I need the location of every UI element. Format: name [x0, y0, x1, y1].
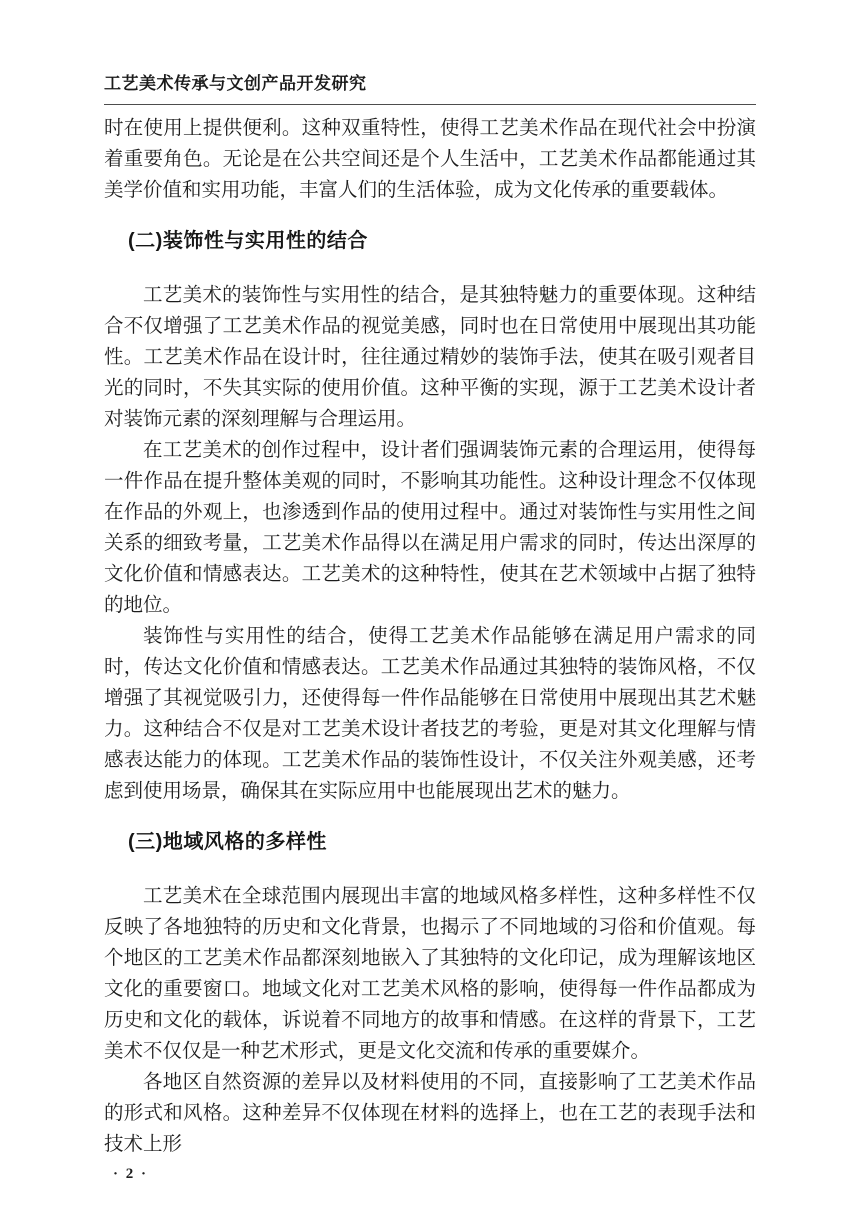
body-paragraph: 时在使用上提供便利。这种双重特性，使得工艺美术作品在现代社会中扮演着重要角色。无论是在公共空间还是个人生活中，工艺美术作品都能通过其美学价值和实用功能，丰富人们的生活体验，成为文化传承的重要载体。: [104, 118, 756, 201]
body-paragraph: 工艺美术的装饰性与实用性的结合，是其独特魅力的重要体现。这种结合不仅增强了工艺美术作品的视觉美感，同时也在日常使用中展现出其功能性。工艺美术作品在设计时，往往通过精妙的装饰手法，使其在吸引观者目光的同时，不失其实际的使用价值。这种平衡的实现，源于工艺美术设计者对装饰元素的深刻理解与合理运用。: [104, 285, 756, 430]
running-header: [104, 72, 756, 105]
section-heading-decoration-practicality: (二)装饰性与实用性的结合: [128, 230, 368, 252]
body-paragraph: 各地区自然资源的差异以及材料使用的不同，直接影响了工艺美术作品的形式和风格。这种差异不仅体现在材料的选择上，也在工艺的表现手法和技术上形: [104, 1072, 756, 1155]
section-heading-regional-diversity: (三)地域风格的多样性: [128, 831, 327, 853]
document-body: [104, 113, 756, 1160]
body-paragraph: 在工艺美术的创作过程中，设计者们强调装饰元素的合理运用，使得每一件作品在提升整体美观的同时，不影响其功能性。这种设计理念不仅体现在作品的外观上，也渗透到作品的使用过程中。通过对装饰性与实用性之间关系的细致考量，工艺美术作品得以在满足用户需求的同时，传达出深厚的文化价值和情感表达。工艺美术的这种特性，使其在艺术领域中占据了独特的地位。: [104, 440, 756, 616]
page-number: · 2 ·: [113, 1166, 149, 1182]
page-footer: [104, 1165, 756, 1184]
page-content: [104, 0, 756, 1184]
body-paragraph: 工艺美术在全球范围内展现出丰富的地域风格多样性，这种多样性不仅反映了各地独特的历史和文化背景，也揭示了不同地域的习俗和价值观。每个地区的工艺美术作品都深刻地嵌入了其独特的文化印记，成为理解该地区文化的重要窗口。地域文化对工艺美术风格的影响，使得每一件作品都成为历史和文化的载体，诉说着不同地方的故事和情感。在这样的背景下，工艺美术不仅仅是一种艺术形式，更是文化交流和传承的重要媒介。: [104, 886, 756, 1062]
running-header-title: 工艺美术传承与文创产品开发研究: [104, 74, 367, 93]
body-paragraph: 装饰性与实用性的结合，使得工艺美术作品能够在满足用户需求的同时，传达文化价值和情感表达。工艺美术作品通过其独特的装饰风格，不仅增强了其视觉吸引力，还使得每一件作品能够在日常使用中展现出其艺术魅力。这种结合不仅是对工艺美术设计者技艺的考验，更是对其文化理解与情感表达能力的体现。工艺美术作品的装饰性设计，不仅关注外观美感，还考虑到使用场景，确保其在实际应用中也能展现出艺术的魅力。: [104, 626, 756, 802]
